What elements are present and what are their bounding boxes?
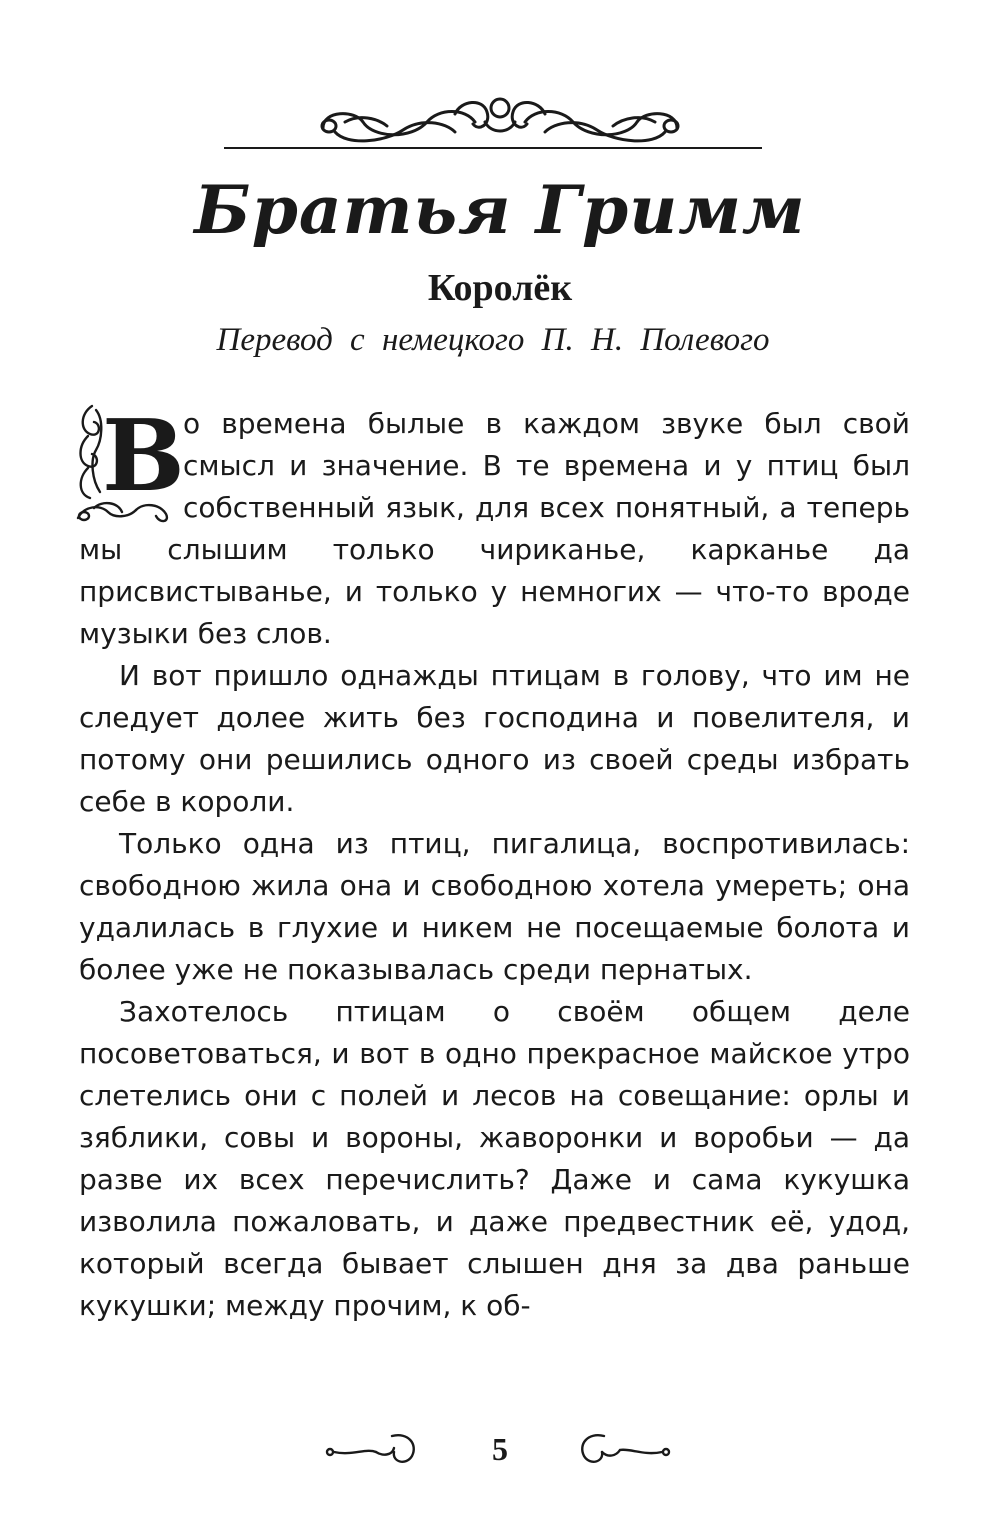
story-body: [79, 399, 910, 1327]
story-paragraph-2: И вот пришло однажды птицам в голову, что им не следует долее жить без господина и повелителя, и потому они решились одного из своей среды избрать себе в короли.: [79, 659, 910, 818]
translator-credit: Перевод с немецкого П. Н. Полевого: [216, 322, 770, 358]
story-paragraph-3: Только одна из птиц, пигалица, воспротивилась: свободною жила она и свободною хотела умереть; она удалилась в глухие и никем не посещаемые болота и более уже не показывалась среди пернатых.: [79, 827, 910, 986]
story-title: Королёк: [427, 267, 573, 309]
top-flourish-ornament: [315, 92, 685, 154]
author-heading: Братья Гримм: [194, 171, 806, 249]
footer-right-flourish-ornament: [574, 1422, 674, 1472]
drop-cap-letter: В: [102, 399, 185, 514]
top-rule-divider: [224, 147, 762, 149]
story-paragraph-1: о времена былые в каждом звуке был свой смысл и значение. В те времена и у птиц был собственный язык, для всех понятный, а теперь мы слышим только чириканье, карканье да присвистыванье, и только у немногих — что-то вроде музыки без слов.: [79, 407, 910, 650]
page-number: 5: [492, 1431, 508, 1467]
story-paragraph-4: Захотелось птицам о своём общем деле посоветоваться, и вот в одно прекрасное майское утро слетелись они с полей и лесов на совещание: орлы и зяблики, совы и вороны, жаворонки и воробьи — да разве их всех перечислить? Даже и сама кукушка изволила пожаловать, и даже предвестник её, удод, который всегда бывает слышен дня за два раньше кукушки; между прочим, к об-: [79, 995, 910, 1322]
drop-cap-spacer: [79, 405, 183, 527]
